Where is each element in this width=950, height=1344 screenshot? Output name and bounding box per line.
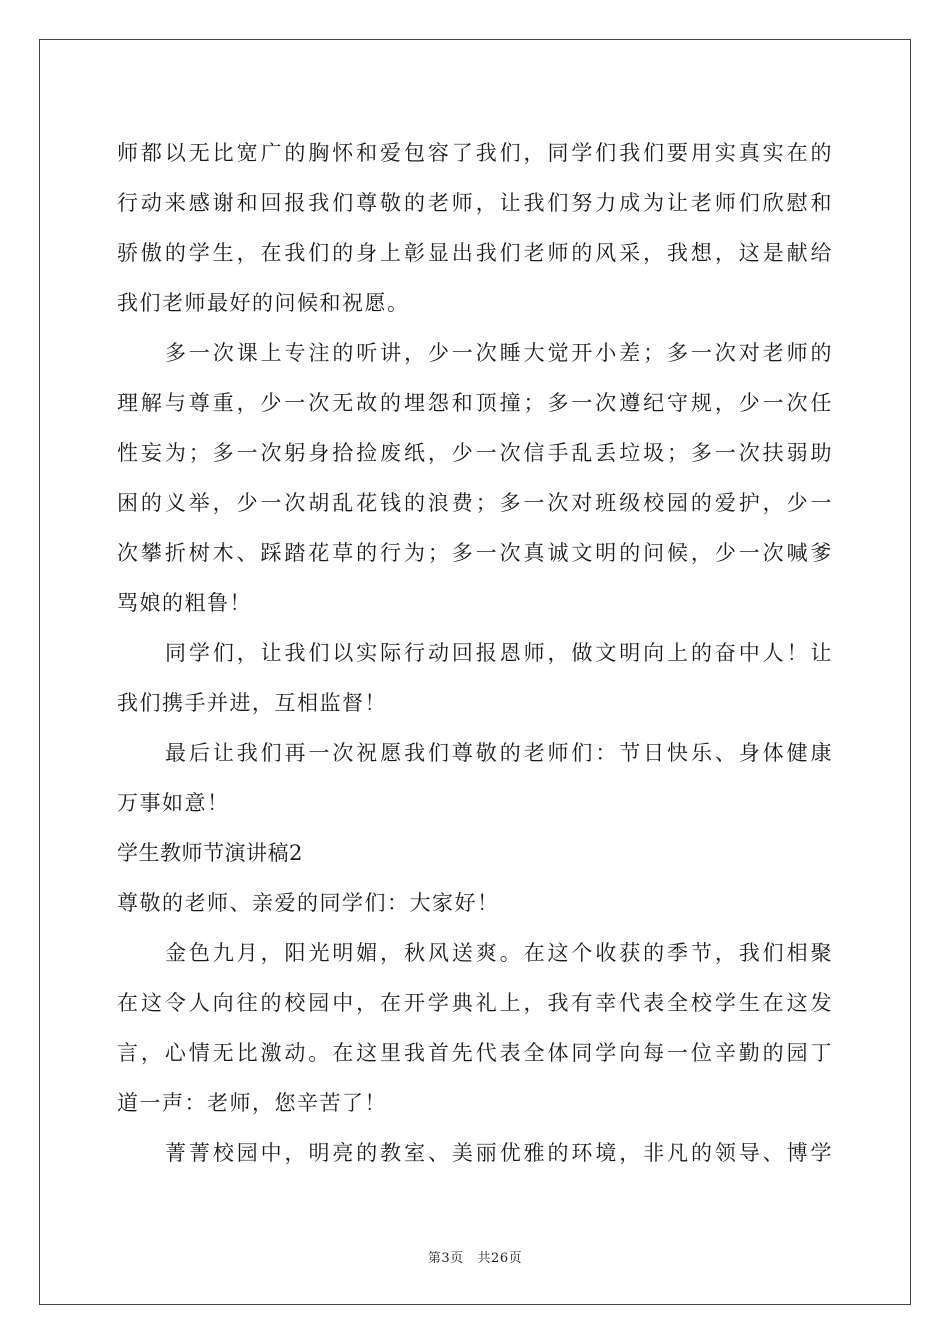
paragraph-first-line: 多一次课上专注的听讲，少一次睡大觉开小差；多一次对老师的 bbox=[165, 341, 833, 365]
document-body bbox=[117, 128, 833, 1178]
text-line: 在这令人向往的校园中，在开学典礼上，我有幸代表全校学生在这发 bbox=[117, 991, 833, 1015]
text-line: 行动来感谢和回报我们尊敬的老师，让我们努力成为让老师们欣慰和 bbox=[117, 191, 833, 215]
paragraph-first-line: 菁菁校园中，明亮的教室、美丽优雅的环境，非凡的领导、博学 bbox=[165, 1141, 833, 1165]
section-title: 学生教师节演讲稿2 bbox=[117, 841, 303, 865]
page-number: 第3页 共26页 bbox=[427, 1251, 523, 1266]
text-line: 道一声：老师，您辛苦了！ bbox=[117, 1091, 387, 1115]
text-line: 骂娘的粗鲁！ bbox=[117, 591, 252, 615]
text-line: 万事如意！ bbox=[117, 791, 230, 815]
paragraph-first-line: 最后让我们再一次祝愿我们尊敬的老师们：节日快乐、身体健康 bbox=[165, 741, 833, 765]
text-line: 理解与尊重，少一次无故的埋怨和顶撞；多一次遵纪守规，少一次任 bbox=[117, 391, 833, 415]
text-line: 我们老师最好的问候和祝愿。 bbox=[117, 291, 410, 315]
text-line: 骄傲的学生，在我们的身上彰显出我们老师的风采，我想，这是献给 bbox=[117, 241, 833, 265]
text-line: 次攀折树木、踩踏花草的行为；多一次真诚文明的问候，少一次喊爹 bbox=[117, 541, 833, 565]
text-line: 我们携手并进，互相监督！ bbox=[117, 691, 387, 715]
text-line: 师都以无比宽广的胸怀和爱包容了我们，同学们我们要用实真实在的 bbox=[117, 141, 833, 165]
text-line: 困的义举，少一次胡乱花钱的浪费；多一次对班级校园的爱护，少一 bbox=[117, 491, 833, 515]
paragraph-first-line: 金色九月，阳光明媚，秋风送爽。在这个收获的季节，我们相聚 bbox=[165, 941, 833, 965]
text-line: 言，心情无比激动。在这里我首先代表全体同学向每一位辛勤的园丁 bbox=[117, 1041, 833, 1065]
paragraph-first-line: 同学们，让我们以实际行动回报恩师，做文明向上的奋中人！让 bbox=[165, 641, 833, 665]
text-line: 性妄为；多一次躬身拾捡废纸，少一次信手乱丢垃圾；多一次扶弱助 bbox=[117, 441, 833, 465]
salutation: 尊敬的老师、亲爱的同学们：大家好！ bbox=[117, 891, 500, 915]
